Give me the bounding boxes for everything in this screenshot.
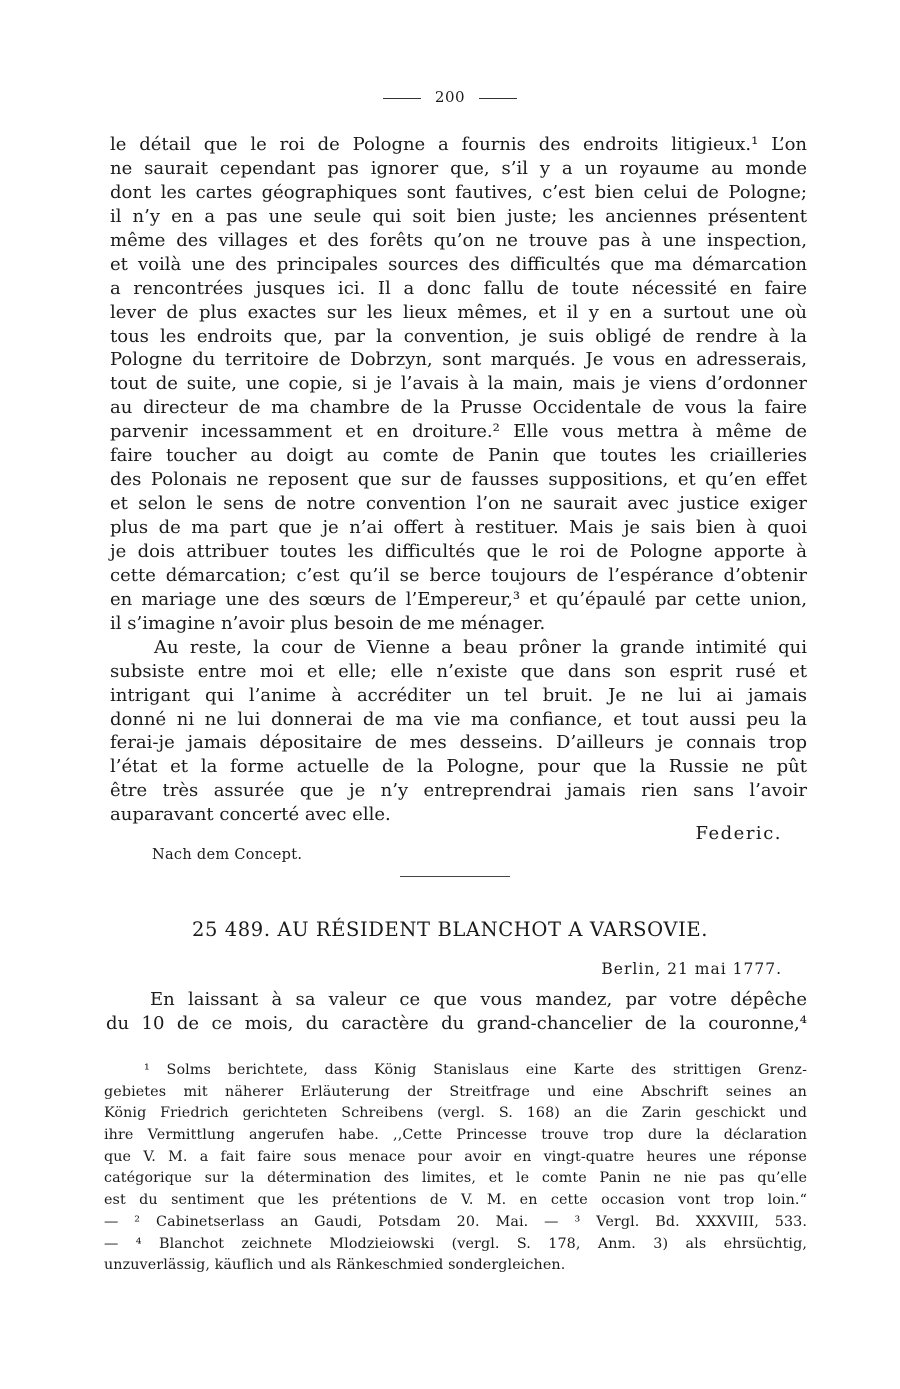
- body-line: faire toucher au doigt au comte de Panin que toutes les criailleries: [110, 445, 807, 467]
- body-line: il n’y en a pas une seule qui soit bien juste; les anciennes présentent: [110, 205, 807, 227]
- letter-line: En laissant à sa valeur ce que vous mandez, par votre dépêche: [150, 989, 807, 1010]
- page-number-text: 200: [434, 88, 466, 106]
- footnotes: [104, 1060, 807, 1277]
- footnote-line: est du sentiment que les prétentions de V. M. en cette occasion vont trop loin.“: [104, 1192, 807, 1209]
- body-line: je dois attribuer toutes les difficultés que le roi de Pologne apporte à: [110, 540, 807, 562]
- signature: Federic.: [695, 823, 782, 844]
- page-number-left-rule: [383, 98, 421, 99]
- body-line: cette démarcation; c’est qu’il se berce toujours de l’espérance d’obtenir: [110, 564, 807, 586]
- body-line: et voilà une des principales sources des difficultés que ma démarcation: [110, 253, 807, 275]
- body-line: même des villages et des forêts qu’on ne trouve pas à une inspection,: [110, 229, 807, 251]
- body-line: le détail que le roi de Pologne a fournis des endroits litigieux.¹ L’on: [110, 134, 807, 155]
- footnote-line: que V. M. a fait faire sous menace pour avoir en vingt-quatre heures une réponse: [104, 1148, 807, 1165]
- letter-line: du 10 de ce mois, du caractère du grand-chancelier de la couronne,⁴: [106, 1012, 807, 1034]
- body-line: parvenir incessamment et en droiture.² Elle vous mettra à même de: [110, 421, 807, 443]
- section-divider: [400, 876, 510, 877]
- body-line: l’état et la forme actuelle de la Pologne, pour que la Russie ne pût: [110, 756, 807, 778]
- body-line: ne saurait cependant pas ignorer que, s’il y a un royaume au monde: [110, 157, 807, 179]
- footnote-line: catégorique sur la détermination des limites, et le comte Panin ne nie pas qu’elle: [104, 1170, 807, 1187]
- footnote-line: unzuverlässig, käuflich und als Ränkeschmied sondergleichen.: [104, 1257, 566, 1274]
- footnote-line: ¹ Solms berichtete, dass König Stanislaus eine Karte des strittigen Grenz-: [144, 1062, 807, 1078]
- body-line: tous les endroits que, par la convention, je suis obligé de rendre à la: [110, 325, 807, 347]
- body-line: a rencontrées jusques ici. Il a donc fallu de toute nécessité en faire: [110, 277, 807, 299]
- body-line: être très assurée que je n’y entreprendrai jamais rien sans l’avoir: [110, 780, 807, 802]
- body-line: ferai-je jamais dépositaire de mes desseins. D’ailleurs je connais trop: [110, 732, 807, 754]
- footnote-line: ihre Vermittlung angerufen habe. ,,Cette Princesse trouve trop dure la déclaration: [104, 1127, 807, 1144]
- body-line: auparavant concerté avec elle.: [110, 804, 391, 826]
- body-line: en mariage une des sœurs de l’Empereur,³ et qu’épaulé par cette union,: [110, 588, 807, 610]
- footnote-line: König Friedrich gerichteten Schreibens (vergl. S. 168) an die Zarin geschickt und: [104, 1105, 807, 1122]
- body-line: donné ni ne lui donnerai de ma vie ma confiance, et tout aussi peu la: [110, 708, 807, 730]
- body-line: lever de plus exactes sur les lieux mêmes, et il y en a surtout une où: [110, 301, 807, 323]
- body-line: plus de ma part que je n’ai offert à restituer. Mais je sais bien à quoi: [110, 517, 807, 538]
- body-line: Pologne du territoire de Dobrzyn, sont marqués. Je vous en adresserais,: [110, 349, 807, 371]
- body-line: il s’imagine n’avoir plus besoin de me ménager.: [110, 612, 546, 634]
- letter-continuation-text: [110, 133, 807, 827]
- body-line: subsiste entre moi et elle; elle n’existe que dans son esprit rusé et: [110, 660, 807, 682]
- letter-heading: 25 489. AU RÉSIDENT BLANCHOT A VARSOVIE.: [191, 918, 709, 941]
- body-line: dont les cartes géographiques sont fautives, c’est bien celui de Pologne;: [110, 181, 807, 203]
- body-line: des Polonais ne reposent que sur de fausses suppositions, et qu’en effet: [110, 469, 807, 491]
- letter-opening-text: [106, 988, 807, 1036]
- body-line: et selon le sens de notre convention l’on ne saurait avec justice exiger: [110, 493, 807, 515]
- body-line: au directeur de ma chambre de la Prusse Occidentale de vous la faire: [110, 397, 807, 419]
- footnote-line: — ² Cabinetserlass an Gaudi, Potsdam 20. Mai. — ³ Vergl. Bd. XXXVIII, 533.: [104, 1213, 807, 1230]
- footnote-line: — ⁴ Blanchot zeichnete Mlodzieiowski (vergl. S. 178, Anm. 3) als ehrsüchtig,: [104, 1235, 807, 1252]
- footnote-line: gebietes mit näherer Erläuterung der Streitfrage und eine Abschrift seines an: [104, 1083, 807, 1100]
- dateline: Berlin, 21 mai 1777.: [601, 960, 782, 978]
- body-line: Au reste, la cour de Vienne a beau prôner la grande intimité qui: [154, 636, 807, 658]
- page-number: [0, 88, 900, 106]
- body-line: intrigant qui l’anime à accréditer un tel bruit. Je ne lui ai jamais: [110, 684, 807, 706]
- page-number-right-rule: [479, 98, 517, 99]
- body-line: tout de suite, une copie, si je l’avais à la main, mais je viens d’ordonner: [110, 373, 807, 395]
- source-note: Nach dem Concept.: [152, 847, 303, 863]
